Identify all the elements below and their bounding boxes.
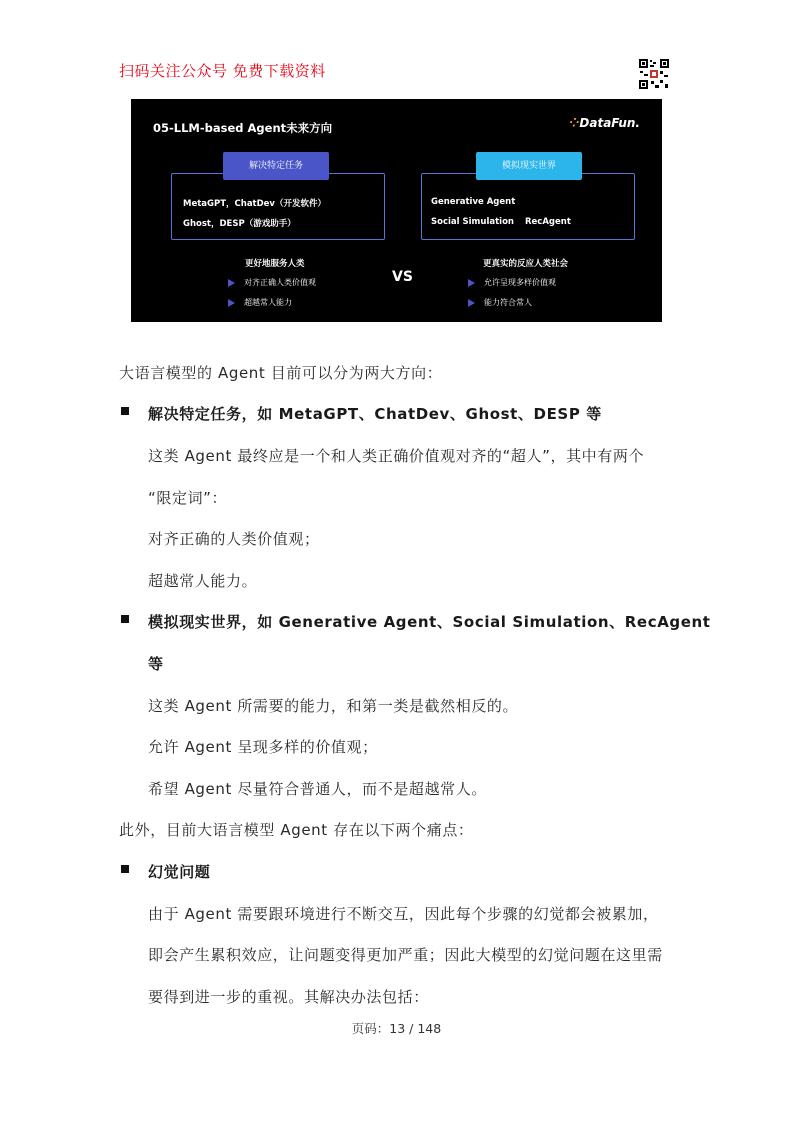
slide-image xyxy=(131,99,662,322)
section3-line1: 由于 Agent 需要跟环境进行不断交互，因此每个步骤的幻觉都会被累加， xyxy=(148,905,659,923)
left-line-1: MetaGPT，ChatDev（开发软件） xyxy=(183,199,326,209)
section1-item2: 超越常人能力。 xyxy=(148,572,258,590)
section1-heading: 解决特定任务，如 MetaGPT、ChatDev、Ghost、DESP 等 xyxy=(148,405,602,423)
right-subtitle: 更真实的反应人类社会 xyxy=(483,259,569,269)
left-direction-tag: 解决特定任务 xyxy=(223,152,329,180)
section3-heading: 幻觉问题 xyxy=(148,863,211,881)
left-line-2: Ghost，DESP（游戏助手） xyxy=(183,219,296,229)
slide-title: 05-LLM-based Agent未来方向 xyxy=(153,121,333,135)
section1-para-line2: “限定词”： xyxy=(148,489,228,507)
page-number: 页码：13 / 148 xyxy=(351,1021,442,1036)
qr-code-icon xyxy=(638,58,670,90)
square-bullet-icon xyxy=(121,615,129,623)
right-line-2b: RecAgent xyxy=(525,217,571,227)
promo-header: 扫码关注公众号 免费下载资料 xyxy=(119,62,326,80)
left-bullet-1: 对齐正确人类价值观 xyxy=(228,277,316,288)
square-bullet-icon xyxy=(121,407,129,415)
section2-item2: 希望 Agent 尽量符合普通人，而不是超越常人。 xyxy=(148,780,487,798)
section2-heading-line1: 模拟现实世界，如 Generative Agent、Social Simulation、RecAgent xyxy=(148,613,711,631)
vs-label: VS xyxy=(392,269,413,285)
triangle-bullet-icon xyxy=(468,279,475,287)
section3-line2: 即会产生累积效应，让问题变得更加严重；因此大模型的幻觉问题在这里需 xyxy=(148,946,663,964)
section2-heading-line2: 等 xyxy=(148,655,164,673)
triangle-bullet-icon xyxy=(228,299,235,307)
intro-paragraph: 大语言模型的 Agent 目前可以分为两大方向： xyxy=(119,364,443,382)
right-line-2a: Social Simulation xyxy=(431,217,514,227)
triangle-bullet-icon xyxy=(228,279,235,287)
left-bullet-2: 超越常人能力 xyxy=(228,297,292,308)
triangle-bullet-icon xyxy=(468,299,475,307)
pain-intro: 此外，目前大语言模型 Agent 存在以下两个痛点： xyxy=(119,821,474,839)
section1-item1: 对齐正确的人类价值观； xyxy=(148,530,320,548)
section1-para-line1: 这类 Agent 最终应是一个和人类正确价值观对齐的“超人”，其中有两个 xyxy=(148,447,645,465)
section2-item1: 允许 Agent 呈现多样的价值观； xyxy=(148,738,378,756)
left-subtitle: 更好地服务人类 xyxy=(245,259,305,269)
right-direction-tag: 模拟现实世界 xyxy=(476,152,582,180)
right-line-1: Generative Agent xyxy=(431,197,516,207)
right-bullet-2: 能力符合常人 xyxy=(468,297,532,308)
right-bullet-1: 允许呈现多样价值观 xyxy=(468,277,556,288)
datafun-logo: ⁘DataFun. xyxy=(569,116,640,130)
section3-line3: 要得到进一步的重视。其解决办法包括： xyxy=(148,988,429,1006)
square-bullet-icon xyxy=(121,865,129,873)
section2-para: 这类 Agent 所需要的能力，和第一类是截然相反的。 xyxy=(148,697,519,715)
